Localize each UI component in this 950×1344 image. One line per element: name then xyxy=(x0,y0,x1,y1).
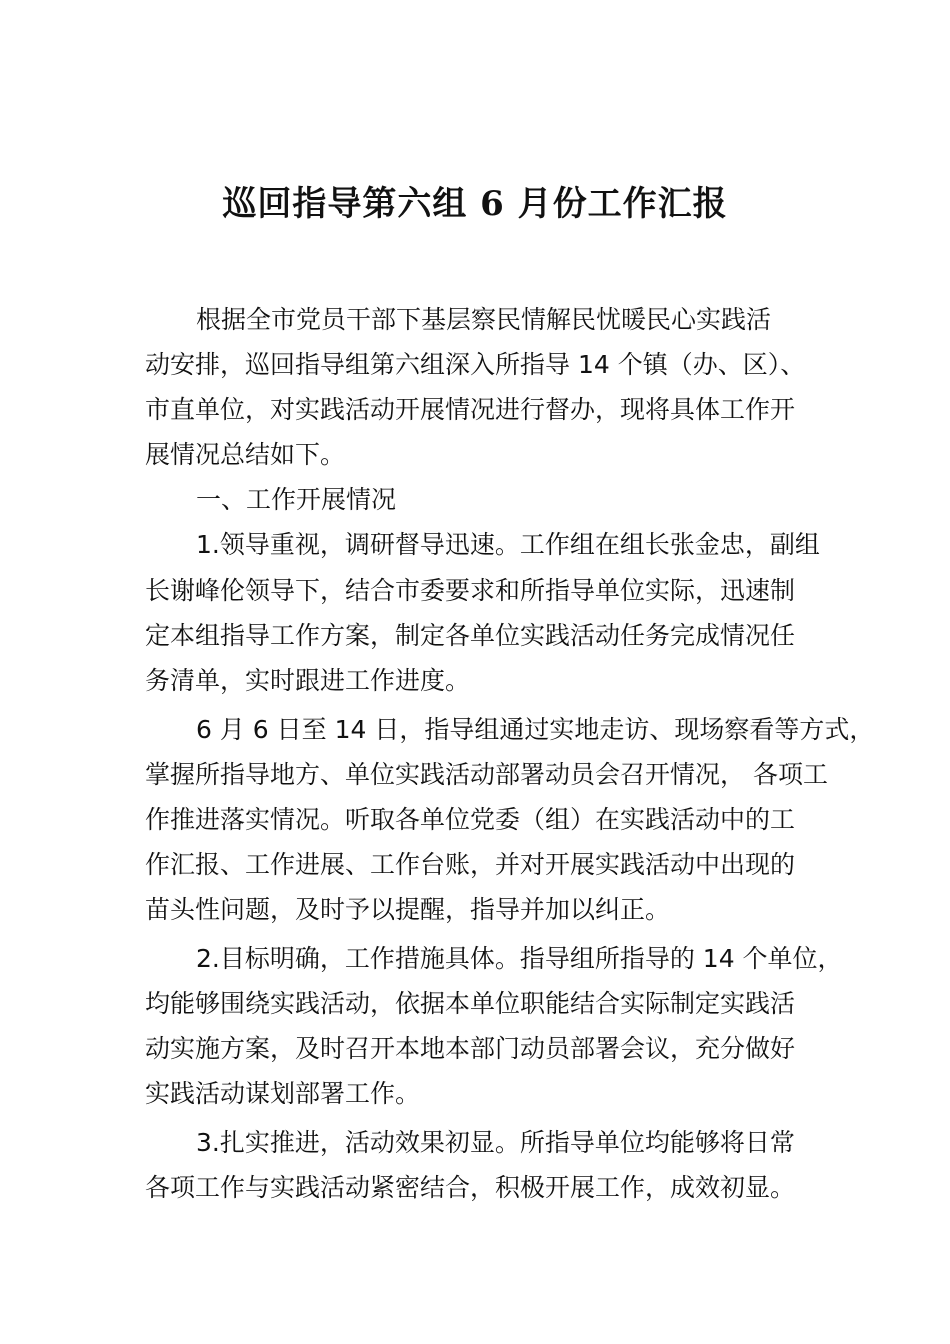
text-line: 务清单，实时跟进工作进度。 xyxy=(145,666,471,695)
document-title: 巡回指导第六组 6 月份工作汇报 xyxy=(222,184,728,224)
text-line: 1.领导重视，调研督导迅速。工作组在组长张金忠，副组 xyxy=(196,530,820,559)
text-line: 展情况总结如下。 xyxy=(145,440,346,469)
text-line: 动实施方案，及时召开本地本部门动员部署会议，充分做好 xyxy=(145,1034,796,1063)
section-heading: 一、工作开展情况 xyxy=(196,485,397,514)
text-line: 2.目标明确，工作措施具体。指导组所指导的 14 个单位， xyxy=(196,944,843,973)
text-line: 掌握所指导地方、单位实践活动部署动员会召开情况， 各项工 xyxy=(145,760,828,789)
text-line: 3.扎实推进，活动效果初显。所指导单位均能够将日常 xyxy=(196,1128,795,1157)
text-line: 作推进落实情况。听取各单位党委（组）在实践活动中的工 xyxy=(145,805,796,834)
text-line: 动安排，巡回指导组第六组深入所指导 14 个镇（办、区）、 xyxy=(145,350,806,379)
text-line: 苗头性问题，及时予以提醒，指导并加以纠正。 xyxy=(145,895,671,924)
text-line: 均能够围绕实践活动，依据本单位职能结合实际制定实践活 xyxy=(145,989,796,1018)
text-line: 根据全市党员干部下基层察民情解民忧暖民心实践活 xyxy=(196,305,772,334)
text-line: 6 月 6 日至 14 日，指导组通过实地走访、现场察看等方式， xyxy=(196,715,875,744)
text-line: 各项工作与实践活动紧密结合，积极开展工作，成效初显。 xyxy=(145,1173,796,1202)
text-line: 长谢峰伦领导下，结合市委要求和所指导单位实际，迅速制 xyxy=(145,576,796,605)
text-line: 作汇报、工作进展、工作台账，并对开展实践活动中出现的 xyxy=(145,850,796,879)
text-line: 市直单位，对实践活动开展情况进行督办，现将具体工作开 xyxy=(145,395,796,424)
text-line: 实践活动谋划部署工作。 xyxy=(145,1079,421,1108)
text-line: 定本组指导工作方案，制定各单位实践活动任务完成情况任 xyxy=(145,621,796,650)
